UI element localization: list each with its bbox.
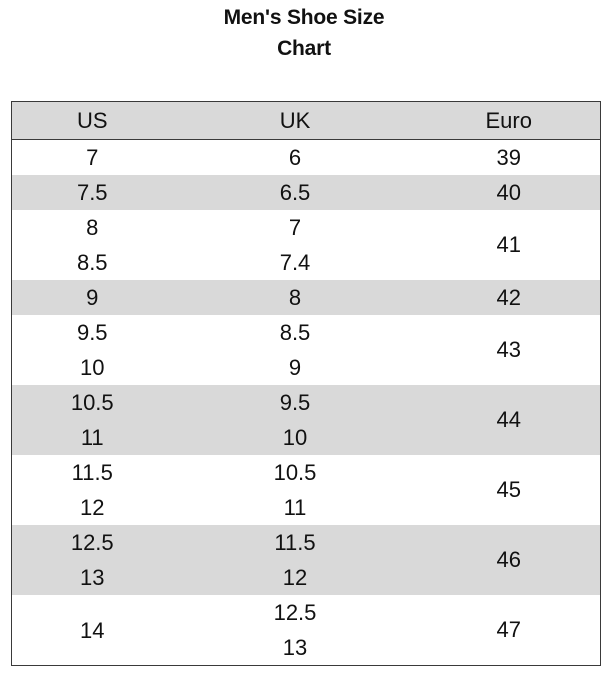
uk-size: 12	[282, 565, 308, 590]
us-size: 11	[80, 425, 104, 450]
cell-euro	[418, 315, 601, 385]
cell-euro	[418, 175, 601, 210]
uk-size: 6.5	[279, 180, 311, 205]
euro-size: 39	[496, 144, 521, 170]
table-row	[12, 140, 601, 176]
cell-uk	[173, 455, 418, 525]
us-size: 9.5	[76, 320, 108, 345]
uk-size: 7	[288, 215, 302, 240]
uk-size: 11.5	[274, 530, 316, 555]
header-row	[12, 102, 601, 140]
euro-size: 40	[496, 179, 521, 205]
cell-uk	[173, 385, 418, 455]
euro-size: 42	[496, 284, 521, 310]
cell-us	[12, 315, 173, 385]
table-row	[12, 595, 601, 666]
header-uk: UK	[173, 102, 418, 140]
cell-euro	[418, 385, 601, 455]
table-row	[12, 315, 601, 385]
us-size: 9	[86, 285, 99, 310]
cell-us	[12, 525, 173, 595]
cell-us	[12, 175, 173, 210]
cell-us	[12, 280, 173, 315]
euro-size: 46	[496, 547, 521, 572]
table-row	[12, 385, 601, 455]
us-size: 7.5	[76, 180, 108, 205]
header-euro: Euro	[418, 102, 601, 140]
table-row	[12, 175, 601, 210]
uk-size: 7.4	[279, 250, 311, 275]
cell-euro	[418, 210, 601, 280]
cell-uk	[173, 175, 418, 210]
us-size: 10	[80, 355, 105, 380]
uk-size: 6	[288, 145, 302, 170]
shoe-size-table	[11, 101, 601, 666]
uk-size: 12.5	[273, 600, 317, 625]
us-size: 8	[86, 215, 99, 240]
cell-euro	[418, 140, 601, 176]
us-size: 11.5	[71, 460, 113, 485]
cell-euro	[418, 595, 601, 666]
uk-size: 10.5	[273, 460, 317, 485]
us-size: 7	[86, 145, 99, 170]
cell-euro	[418, 280, 601, 315]
us-size: 12.5	[70, 530, 114, 555]
us-size: 10.5	[70, 390, 114, 415]
euro-size: 44	[496, 407, 521, 432]
cell-us	[12, 210, 173, 280]
cell-euro	[418, 525, 601, 595]
euro-size: 45	[496, 477, 521, 502]
uk-size: 9	[288, 355, 302, 380]
title-line-1: Men's Shoe Size	[223, 6, 385, 29]
cell-uk	[173, 210, 418, 280]
table-row	[12, 455, 601, 525]
cell-us	[12, 595, 173, 666]
title-line-2: Chart	[277, 37, 331, 60]
uk-size: 9.5	[279, 390, 311, 415]
uk-size: 11	[283, 495, 307, 520]
euro-size: 43	[496, 337, 521, 362]
euro-size: 47	[496, 617, 521, 642]
uk-size: 13	[282, 635, 308, 660]
table-row	[12, 525, 601, 595]
header-us: US	[12, 102, 173, 140]
cell-uk	[173, 140, 418, 176]
table-row	[12, 210, 601, 280]
cell-us	[12, 455, 173, 525]
table-row	[12, 280, 601, 315]
us-size: 12	[80, 495, 105, 520]
us-size: 14	[80, 617, 105, 643]
cell-uk	[173, 280, 418, 315]
cell-uk	[173, 525, 418, 595]
cell-uk	[173, 315, 418, 385]
us-size: 8.5	[76, 250, 108, 275]
uk-size: 10	[282, 425, 308, 450]
us-size: 13	[80, 565, 105, 590]
euro-size: 41	[496, 232, 521, 257]
uk-size: 8.5	[279, 320, 311, 345]
cell-uk	[173, 595, 418, 666]
table-body	[12, 140, 601, 666]
cell-euro	[418, 455, 601, 525]
cell-us	[12, 385, 173, 455]
page-title	[0, 2, 608, 64]
cell-us	[12, 140, 173, 176]
uk-size: 8	[288, 285, 302, 310]
